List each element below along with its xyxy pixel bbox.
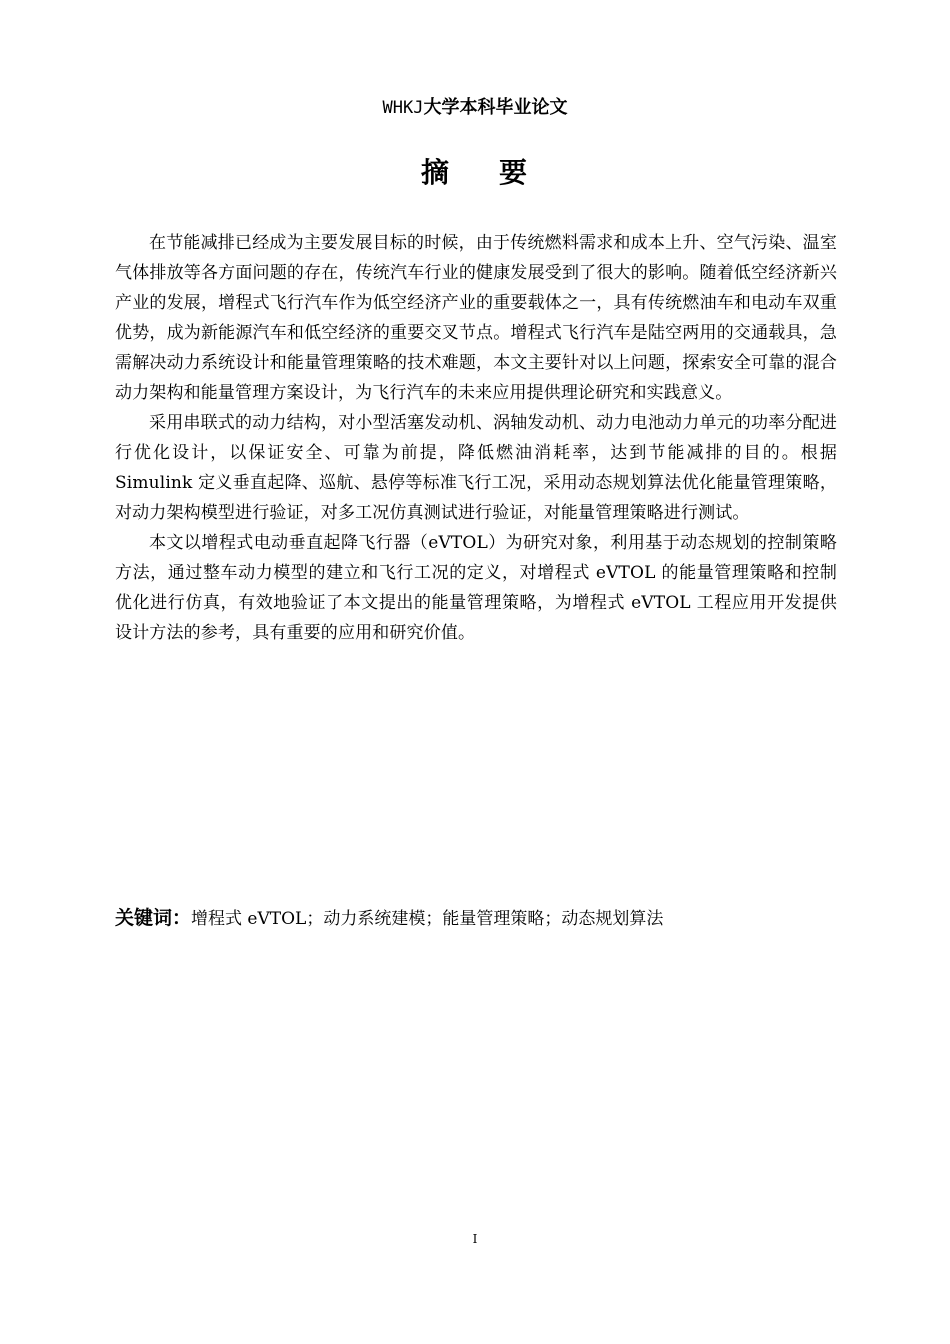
keywords-label: 关键词：: [115, 907, 192, 929]
page-number: I: [472, 1232, 478, 1246]
thesis-header: [0, 96, 950, 120]
keywords-value: 增程式 eVTOL；动力系统建模；能量管理策略；动态规划算法: [191, 909, 664, 929]
header-thesis-label: 大学本科毕业论文: [423, 97, 568, 118]
abstract-paragraph-1: 在节能减排已经成为主要发展目标的时候，由于传统燃料需求和成本上升、空气污染、温室气体排放等各方面问题的存在，传统汽车行业的健康发展受到了很大的影响。随着低空经济新兴产业的发展，增程式飞行汽车作为低空经济产业的重要载体之一，具有传统燃油车和电动车双重优势，成为新能源汽车和低空经济的重要交叉节点。增程式飞行汽车是陆空两用的交通载具，急需解决动力系统设计和能量管理策略的技术难题，本文主要针对以上问题，探索安全可靠的混合动力架构和能量管理方案设计，为飞行汽车的未来应用提供理论研究和实践意义。: [115, 233, 837, 403]
abstract-heading: [0, 155, 950, 191]
abstract-paragraph-3: 本文以增程式电动垂直起降飞行器（eVTOL）为研究对象，利用基于动态规划的控制策略方法，通过整车动力模型的建立和飞行工况的定义，对增程式 eVTOL 的能量管理策略和控制优化进行仿真，有效地验证了本文提出的能量管理策略，为增程式 eVTOL 工程应用开发提供设计方法的参考，具有重要的应用和研究价值。: [115, 533, 837, 643]
keywords-line: [115, 904, 837, 933]
abstract-heading-char-1: 摘: [420, 156, 451, 189]
abstract-paragraph-2: 采用串联式的动力结构，对小型活塞发动机、涡轴发动机、动力电池动力单元的功率分配进行优化设计，以保证安全、可靠为前提，降低燃油消耗率，达到节能减排的目的。根据 Simulink 定义垂直起降、巡航、悬停等标准飞行工况，采用动态规划算法优化能量管理策略，对动力架构模型进行验证，对多工况仿真测试进行验证，对能量管理策略进行测试。: [115, 413, 837, 523]
abstract-body: [115, 228, 837, 648]
header-university-code: WHKJ: [382, 98, 424, 118]
abstract-heading-char-2: 要: [499, 156, 530, 189]
